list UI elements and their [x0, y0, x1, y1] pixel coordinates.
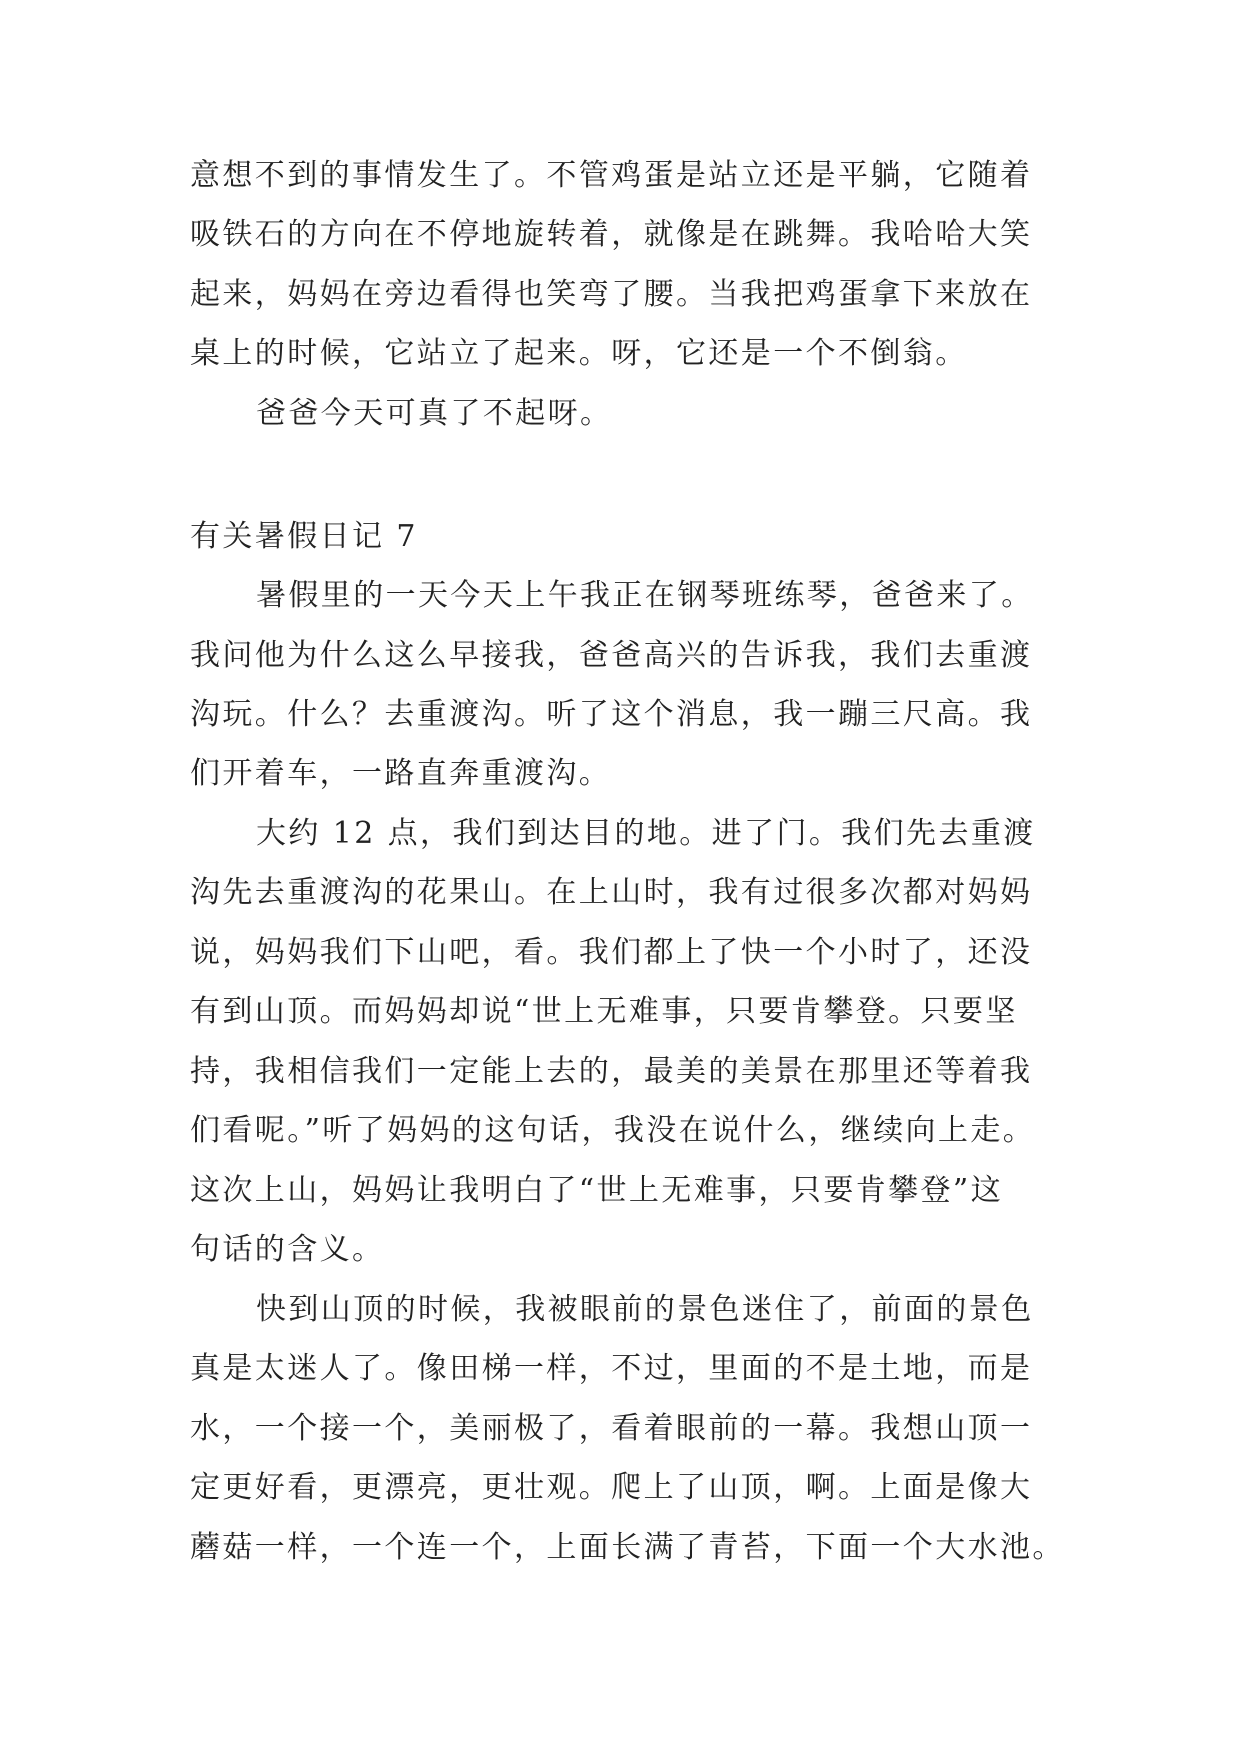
paragraph-line: 蘑菇一样，一个连一个，上面长满了青苔，下面一个大水池。 [190, 1530, 1065, 1565]
paragraph-line: 们开着车，一路直奔重渡沟。 [190, 756, 612, 791]
paragraph-line: 定更好看，更漂亮，更壮观。爬上了山顶，啊。上面是像大 [190, 1470, 1033, 1505]
paragraph-line: 爸爸今天可真了不起呀。 [256, 396, 613, 431]
paragraph-line: 吸铁石的方向在不停地旋转着，就像是在跳舞。我哈哈大笑 [190, 217, 1033, 252]
paragraph-line: 我问他为什么这么早接我，爸爸高兴的告诉我，我们去重渡 [190, 638, 1033, 673]
paragraph-line: 说，妈妈我们下山吧，看。我们都上了快一个小时了，还没 [190, 935, 1033, 970]
paragraph-line: 水，一个接一个，美丽极了，看着眼前的一幕。我想山顶一 [190, 1411, 1033, 1446]
paragraph-line: 沟先去重渡沟的花果山。在上山时，我有过很多次都对妈妈 [190, 875, 1033, 910]
paragraph-line: 句话的含义。 [190, 1232, 385, 1267]
paragraph-line: 起来，妈妈在旁边看得也笑弯了腰。当我把鸡蛋拿下来放在 [190, 277, 1033, 312]
paragraph-line: 沟玩。什么？去重渡沟。听了这个消息，我一蹦三尺高。我 [190, 697, 1033, 732]
paragraph-line: 有到山顶。而妈妈却说“世上无难事，只要肯攀登。只要坚 [190, 994, 1018, 1029]
paragraph-line: 快到山顶的时候，我被眼前的景色迷住了，前面的景色 [256, 1292, 1034, 1327]
paragraph-line: 真是太迷人了。像田梯一样，不过，里面的不是土地，而是 [190, 1351, 1033, 1386]
paragraph-line: 们看呢。”听了妈妈的这句话，我没在说什么，继续向上走。 [190, 1113, 1036, 1148]
paragraph-line: 持，我相信我们一定能上去的，最美的美景在那里还等着我 [190, 1054, 1033, 1089]
paragraph-line: 桌上的时候，它站立了起来。呀，它还是一个不倒翁。 [190, 336, 968, 371]
paragraph-line: 大约 12 点，我们到达目的地。进了门。我们先去重渡 [256, 816, 1036, 851]
paragraph-line: 暑假里的一天今天上午我正在钢琴班练琴，爸爸来了。 [256, 578, 1034, 613]
paragraph-line: 这次上山，妈妈让我明白了“世上无难事，只要肯攀登”这 [190, 1173, 1004, 1208]
section-heading: 有关暑假日记 7 [190, 519, 418, 554]
paragraph-line: 意想不到的事情发生了。不管鸡蛋是站立还是平躺，它随着 [190, 158, 1033, 193]
